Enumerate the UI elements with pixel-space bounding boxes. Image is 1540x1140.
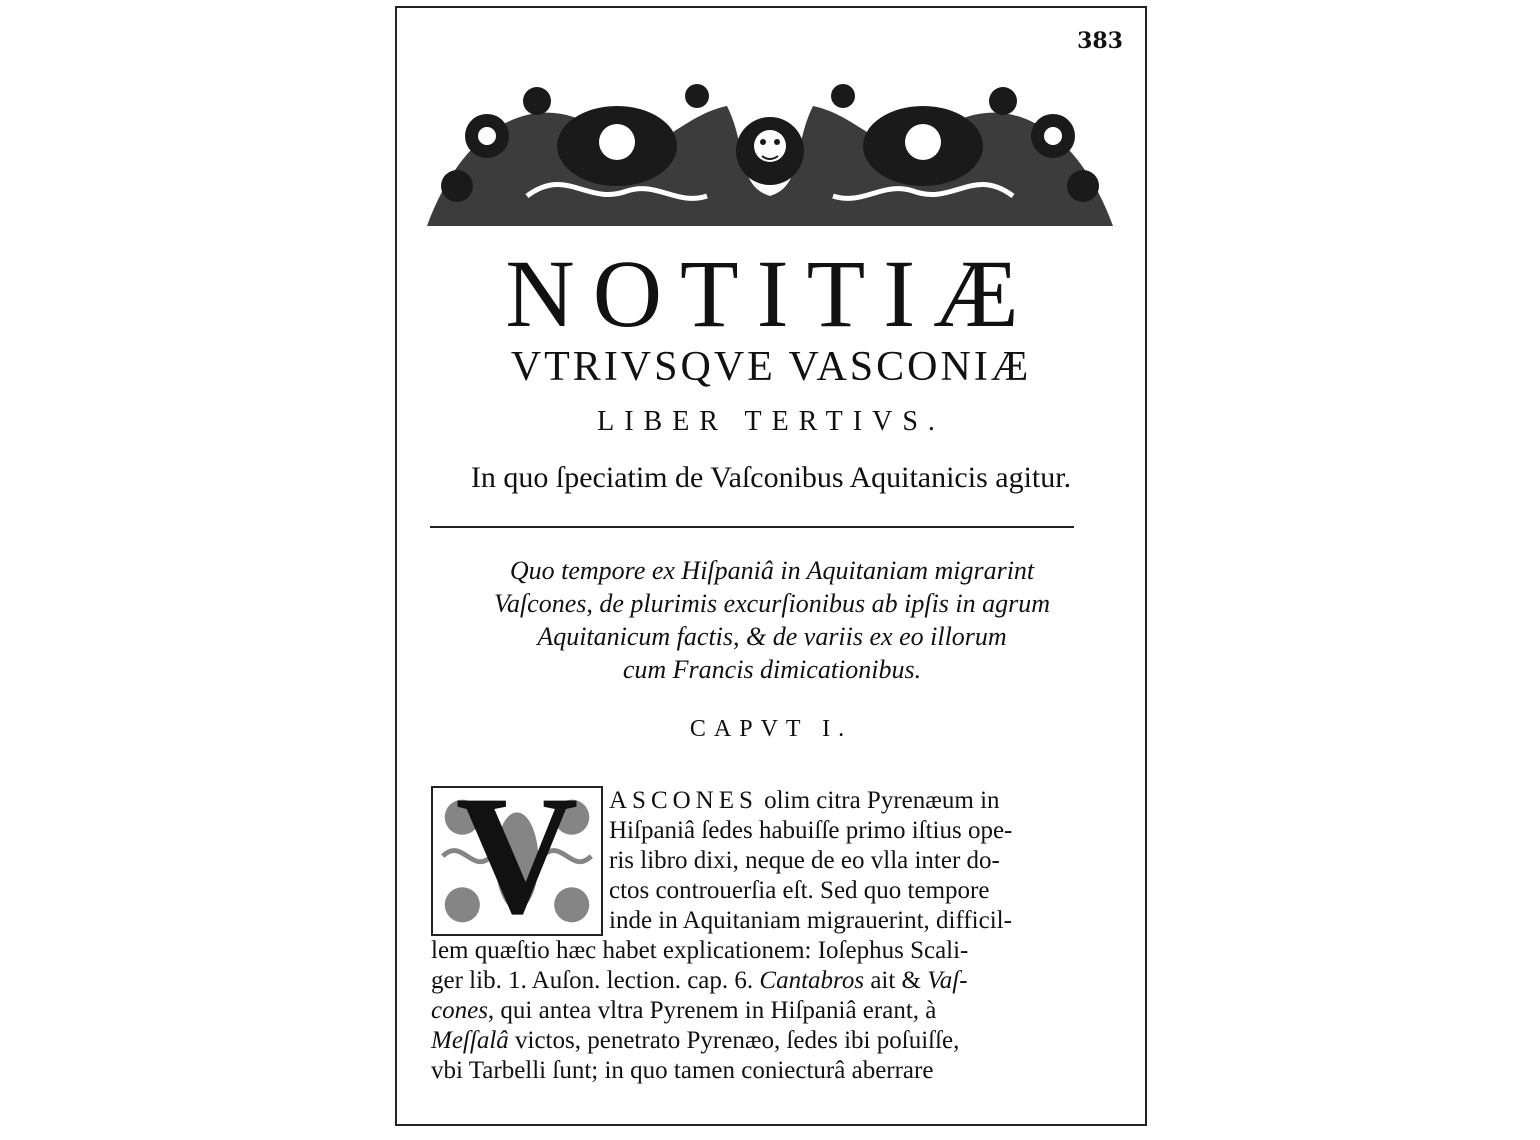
body-line: Hiſpaniâ ſedes habuiſſe primo iſtius ope- bbox=[609, 817, 1013, 844]
body-line bbox=[609, 786, 1000, 816]
summary-line: Quo tempore ex Hiſpaniâ in Aquitaniam migrarint bbox=[509, 556, 1035, 585]
subtitle: VTRIVSQVE VASCONIÆ bbox=[510, 344, 1032, 390]
italic-name: Meſſalâ bbox=[431, 1027, 509, 1054]
book-page bbox=[395, 6, 1147, 1126]
body-line bbox=[431, 966, 968, 996]
book-heading: LIBER TERTIVS. bbox=[597, 406, 945, 437]
body-line: ris libro dixi, neque de eo vlla inter do- bbox=[609, 847, 1000, 874]
body-line bbox=[431, 996, 936, 1026]
summary-line: Aquitanicum factis, & de variis ex eo illorum bbox=[537, 622, 1007, 651]
body-text: ait & bbox=[864, 967, 928, 994]
ornamental-headpiece bbox=[427, 76, 1113, 226]
body-text: ger lib. 1. Auſon. lection. cap. 6. bbox=[431, 967, 754, 994]
body-line: ctos controuerſia eſt. Sed quo tempore bbox=[609, 877, 990, 904]
body-line: inde in Aquitaniam migrauerint, difficil- bbox=[609, 907, 1012, 934]
body-line: vbi Tarbelli ſunt; in quo tamen coniecturâ aberrare bbox=[431, 1057, 934, 1084]
book-description: In quo ſpeciatim de Vaſconibus Aquitanicis agitur. bbox=[470, 461, 1072, 494]
italic-name: cones bbox=[431, 997, 488, 1024]
divider-rule bbox=[430, 526, 1074, 528]
initial-letter: V bbox=[455, 786, 579, 936]
summary-line: Vaſcones, de plurimis excurſionibus ab ipſis in agrum bbox=[493, 589, 1051, 618]
page-number: 383 bbox=[1077, 28, 1123, 54]
body-line: lem quæſtio hæc habet explicationem: Ioſephus Scali- bbox=[431, 937, 969, 964]
body-text: olim citra Pyrenæum in bbox=[757, 787, 1000, 814]
body-line bbox=[431, 1026, 959, 1056]
first-word: ASCONES bbox=[609, 787, 758, 814]
chapter-heading: CAPVT I. bbox=[689, 716, 853, 742]
main-title: NOTITIÆ bbox=[505, 240, 1037, 347]
headpiece-ornament-image bbox=[427, 76, 1113, 226]
summary-line: cum Francis dimicationibus. bbox=[622, 655, 922, 684]
decorated-initial bbox=[431, 786, 603, 936]
body-text: victos, penetrato Pyrenæo, ſedes ibi poſuiſſe, bbox=[508, 1027, 960, 1054]
italic-name: Cantabros bbox=[759, 967, 865, 994]
chapter-summary bbox=[427, 554, 1117, 686]
italic-name: Vaſ- bbox=[927, 967, 968, 994]
body-text: , qui antea vltra Pyrenem in Hiſpaniâ erant, à bbox=[487, 997, 937, 1024]
